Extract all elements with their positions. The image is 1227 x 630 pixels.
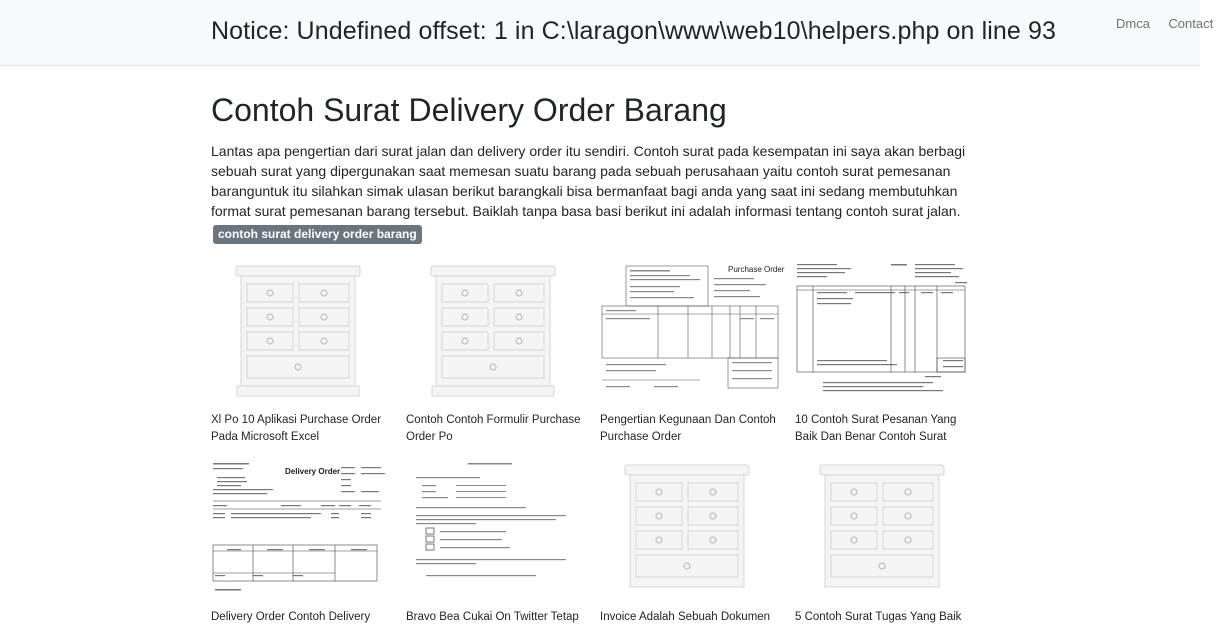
card-caption[interactable]: Xl Po 10 Aplikasi Purchase Order Pada Microsoft Excel — [211, 414, 382, 443]
gallery-card[interactable] — [600, 262, 786, 446]
cabinet-image[interactable] — [795, 459, 975, 599]
gallery-card[interactable] — [211, 459, 397, 626]
svg-text:Purchase Order: Purchase Order — [728, 265, 785, 274]
top-navbar — [0, 0, 1214, 66]
gallery-card[interactable] — [600, 459, 786, 626]
card-caption[interactable]: Delivery Order Contoh Delivery — [211, 611, 371, 623]
nav-link-contact[interactable]: Contact — [1168, 16, 1214, 31]
article-intro: Lantas apa pengertian dari surat jalan dan delivery order itu sendiri. Contoh surat pada kesempatan ini saya akan berbagi sebuah surat yang dipergunakan saat memesan suatu barang pada sebuah perusahaan yaitu contoh surat pemesanan baranguntuk itu silahkan simak ulasan berikut barangkali bisa bermanfaat bagi anda yang saat ini sedang membutuhkan format surat pemesanan barang tersebut. Baiklah tanpa basa basi berikut ini adalah informasi tentang contoh surat jalan. — [211, 143, 966, 220]
nav-link-dmca[interactable]: Dmca — [1116, 16, 1150, 31]
nav-links — [1116, 15, 1227, 33]
document-image[interactable] — [406, 459, 586, 599]
tag-badge[interactable]: contoh surat delivery order barang — [213, 225, 422, 244]
document-image[interactable] — [600, 262, 785, 402]
gallery-card[interactable] — [211, 262, 397, 446]
card-caption[interactable]: 5 Contoh Surat Tugas Yang Baik — [795, 611, 962, 623]
card-caption[interactable]: Contoh Contoh Formulir Purchase Order Po — [406, 414, 581, 443]
card-caption[interactable]: Pengertian Kegunaan Dan Contoh Purchase Order — [600, 414, 776, 443]
card-caption[interactable]: 10 Contoh Surat Pesanan Yang Baik Dan Benar Contoh Surat — [795, 414, 957, 443]
page-title: Contoh Surat Delivery Order Barang — [211, 92, 727, 128]
document-image[interactable] — [795, 262, 975, 402]
gallery-card[interactable] — [795, 459, 981, 626]
document-image[interactable] — [211, 459, 391, 599]
svg-text:Delivery Order: Delivery Order — [285, 467, 341, 476]
cabinet-image[interactable] — [211, 262, 391, 402]
gallery-card[interactable] — [795, 262, 981, 446]
cabinet-image[interactable] — [406, 262, 586, 402]
card-caption[interactable]: Invoice Adalah Sebuah Dokumen — [600, 611, 771, 623]
gallery-card[interactable] — [406, 262, 592, 446]
article — [211, 66, 991, 244]
gallery-card[interactable] — [406, 459, 592, 626]
navbar-brand[interactable]: Notice: Undefined offset: 1 in C:\laragon\www\web10\helpers.php on line 93 — [211, 17, 1056, 45]
card-caption[interactable]: Bravo Bea Cukai On Twitter Tetap — [406, 611, 579, 623]
cabinet-image[interactable] — [600, 459, 780, 599]
